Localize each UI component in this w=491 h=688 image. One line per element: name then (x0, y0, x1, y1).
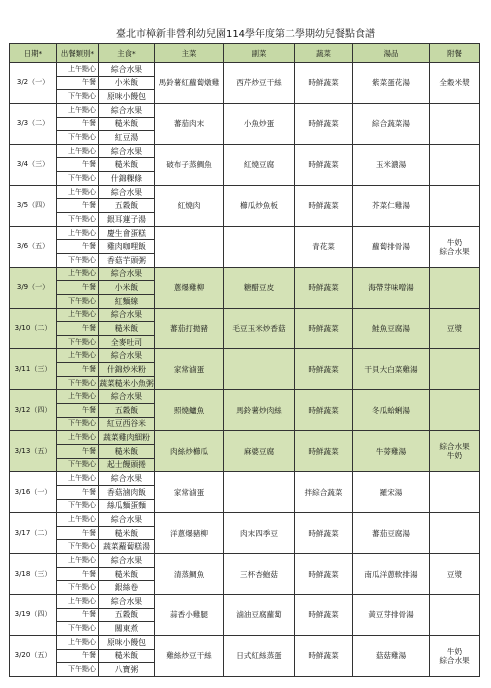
table-row (10, 185, 480, 199)
staple-cell: 糙米飯 (99, 444, 155, 458)
staple-cell: 綜合水果 (99, 103, 155, 117)
extra-cell (430, 513, 480, 554)
side-dish-cell: 三杯杏鮑菇 (224, 554, 295, 595)
vegetable-cell: 時鮮蔬菜 (295, 103, 353, 144)
staple-cell: 小米飯 (99, 76, 155, 90)
staple-cell: 銀耳蓮子湯 (99, 213, 155, 227)
side-dish-cell: 肉末四季豆 (224, 513, 295, 554)
side-dish-cell: 櫛瓜炒魚板 (224, 185, 295, 226)
extra-cell: 綜合水果 牛奶 (430, 431, 480, 472)
header-meal-type: 出餐類別* (57, 44, 99, 63)
meal-type-cell: 下午點心 (57, 90, 99, 104)
date-cell: 3/3（二） (10, 103, 57, 144)
date-cell: 3/10（二） (10, 308, 57, 349)
meal-type-cell: 上午點心 (57, 554, 99, 568)
vegetable-cell: 時鮮蔬菜 (295, 594, 353, 635)
date-cell: 3/19（四） (10, 594, 57, 635)
table-row (10, 349, 480, 363)
soup-cell: 玉米濃湯 (353, 144, 430, 185)
meal-type-cell: 下午點心 (57, 417, 99, 431)
meal-type-cell: 午餐 (57, 281, 99, 295)
staple-cell: 糙米飯 (99, 567, 155, 581)
staple-cell: 絲瓜麵蛋麵 (99, 499, 155, 513)
extra-cell: 豆漿 (430, 308, 480, 349)
menu-title: 臺北市樟新非營利幼兒園114學年度第二學期幼兒餐點食譜 (115, 29, 376, 40)
staple-cell: 銀絲卷 (99, 581, 155, 595)
soup-cell: 蕃茄豆腐湯 (353, 513, 430, 554)
soup-cell: 冬瓜蛤蜊湯 (353, 390, 430, 431)
meal-type-cell: 下午點心 (57, 294, 99, 308)
date-cell: 3/4（三） (10, 144, 57, 185)
table-row (10, 267, 480, 281)
staple-cell: 綜合水果 (99, 513, 155, 527)
date-cell: 3/12（四） (10, 390, 57, 431)
table-row (10, 144, 480, 158)
meal-type-cell: 下午點心 (57, 499, 99, 513)
date-cell: 3/20（五） (10, 635, 57, 676)
staple-cell: 五穀飯 (99, 404, 155, 418)
staple-cell: 關東煮 (99, 622, 155, 636)
main-dish-cell: 蔥爆雞柳 (155, 267, 224, 308)
main-dish-cell: 家常滷蛋 (155, 472, 224, 513)
main-dish-cell: 肉絲炒櫛瓜 (155, 431, 224, 472)
meal-type-cell: 下午點心 (57, 622, 99, 636)
staple-cell: 慶生會蛋糕 (99, 226, 155, 240)
main-dish-cell: 照燒鱸魚 (155, 390, 224, 431)
meal-type-cell: 上午點心 (57, 185, 99, 199)
meal-type-cell: 午餐 (57, 567, 99, 581)
extra-cell: 豆漿 (430, 554, 480, 595)
meal-type-cell: 下午點心 (57, 253, 99, 267)
table-row (10, 308, 480, 322)
soup-cell: 芥菜仁雞湯 (353, 185, 430, 226)
header-side-dish: 副菜 (224, 44, 295, 63)
meal-type-cell: 上午點心 (57, 635, 99, 649)
staple-cell: 糙米飯 (99, 158, 155, 172)
extra-cell (430, 267, 480, 308)
meal-type-cell: 午餐 (57, 608, 99, 622)
extra-cell: 牛奶 綜合水果 (430, 635, 480, 676)
soup-cell: 黃豆芽排骨湯 (353, 594, 430, 635)
staple-cell: 原味小饅包 (99, 90, 155, 104)
vegetable-cell: 時鮮蔬菜 (295, 431, 353, 472)
meal-type-cell: 午餐 (57, 76, 99, 90)
header-extra: 附餐 (430, 44, 480, 63)
staple-cell: 蔬菜糙米小魚粥 (99, 376, 155, 390)
header-date: 日期* (10, 44, 57, 63)
staple-cell: 紅豆西谷米 (99, 417, 155, 431)
table-row (10, 103, 480, 117)
staple-cell: 蔬菜蘿蔔糕湯 (99, 540, 155, 554)
staple-cell: 香菇滷肉飯 (99, 485, 155, 499)
staple-cell: 五穀飯 (99, 608, 155, 622)
staple-cell: 什錦炒米粉 (99, 363, 155, 377)
meal-type-cell: 上午點心 (57, 431, 99, 445)
date-cell: 3/13（五） (10, 431, 57, 472)
header-vegetable: 蔬菜 (295, 44, 353, 63)
vegetable-cell: 時鮮蔬菜 (295, 185, 353, 226)
extra-cell: 牛奶 綜合水果 (430, 226, 480, 267)
menu-table (9, 43, 480, 677)
meal-type-cell: 上午點心 (57, 226, 99, 240)
extra-cell (430, 349, 480, 390)
table-row (10, 554, 480, 568)
staple-cell: 綜合水果 (99, 390, 155, 404)
side-dish-cell (224, 226, 295, 267)
meal-type-cell: 午餐 (57, 158, 99, 172)
soup-cell: 干貝大白菜雞湯 (353, 349, 430, 390)
extra-cell (430, 472, 480, 513)
vegetable-cell: 時鮮蔬菜 (295, 554, 353, 595)
main-dish-cell: 清蒸鯛魚 (155, 554, 224, 595)
date-cell: 3/9（一） (10, 267, 57, 308)
soup-cell: 菇菇雞湯 (353, 635, 430, 676)
meal-type-cell: 下午點心 (57, 540, 99, 554)
main-dish-cell: 雞絲炒豆干絲 (155, 635, 224, 676)
staple-cell: 綜合水果 (99, 594, 155, 608)
staple-cell: 五穀飯 (99, 199, 155, 213)
soup-cell: 綜合蔬菜湯 (353, 103, 430, 144)
vegetable-cell: 拌綜合蔬菜 (295, 472, 353, 513)
table-row (10, 431, 480, 445)
meal-type-cell: 午餐 (57, 404, 99, 418)
meal-type-cell: 下午點心 (57, 376, 99, 390)
soup-cell: 海帶芽味噌湯 (353, 267, 430, 308)
header-soup: 湯品 (353, 44, 430, 63)
main-dish-cell: 家常滷蛋 (155, 349, 224, 390)
staple-cell: 綜合水果 (99, 308, 155, 322)
side-dish-cell (224, 349, 295, 390)
table-row (10, 635, 480, 649)
date-cell: 3/17（二） (10, 513, 57, 554)
staple-cell: 什錦粿條 (99, 172, 155, 186)
side-dish-cell: 毛豆玉米炒香菇 (224, 308, 295, 349)
meal-type-cell: 午餐 (57, 363, 99, 377)
side-dish-cell: 滷油豆腐蘿蔔 (224, 594, 295, 635)
meal-type-cell: 午餐 (57, 240, 99, 254)
side-dish-cell: 小魚炒蛋 (224, 103, 295, 144)
meal-type-cell: 上午點心 (57, 513, 99, 527)
meal-type-cell: 上午點心 (57, 390, 99, 404)
meal-type-cell: 下午點心 (57, 458, 99, 472)
staple-cell: 綜合水果 (99, 349, 155, 363)
meal-type-cell: 上午點心 (57, 594, 99, 608)
main-dish-cell: 蕃茄打拋豬 (155, 308, 224, 349)
header-staple: 主食* (99, 44, 155, 63)
staple-cell: 綜合水果 (99, 63, 155, 77)
vegetable-cell: 時鮮蔬菜 (295, 267, 353, 308)
staple-cell: 小米飯 (99, 281, 155, 295)
table-row (10, 472, 480, 486)
soup-cell: 牛蒡雞湯 (353, 431, 430, 472)
side-dish-cell: 馬鈴薯炒肉絲 (224, 390, 295, 431)
table-row (10, 226, 480, 240)
vegetable-cell: 時鮮蔬菜 (295, 513, 353, 554)
main-dish-cell: 蒜香小雞腿 (155, 594, 224, 635)
side-dish-cell: 麻婆豆腐 (224, 431, 295, 472)
main-dish-cell (155, 226, 224, 267)
main-dish-cell: 蕃茄肉末 (155, 103, 224, 144)
side-dish-cell: 紅燒豆腐 (224, 144, 295, 185)
date-cell: 3/11（三） (10, 349, 57, 390)
staple-cell: 綜合水果 (99, 472, 155, 486)
date-cell: 3/5（四） (10, 185, 57, 226)
soup-cell: 鮭魚豆腐湯 (353, 308, 430, 349)
staple-cell: 糙米飯 (99, 526, 155, 540)
staple-cell: 全麥吐司 (99, 335, 155, 349)
soup-cell: 羅宋湯 (353, 472, 430, 513)
meal-type-cell: 午餐 (57, 485, 99, 499)
vegetable-cell: 時鮮蔬菜 (295, 635, 353, 676)
extra-cell (430, 103, 480, 144)
staple-cell: 紅豆湯 (99, 131, 155, 145)
staple-cell: 香菇芋頭粥 (99, 253, 155, 267)
meal-type-cell: 上午點心 (57, 144, 99, 158)
staple-cell: 紅麵線 (99, 294, 155, 308)
header-row (10, 44, 480, 63)
main-dish-cell: 馬鈴薯紅蘿蔔燉雞 (155, 63, 224, 104)
side-dish-cell: 日式紅絲蒸蛋 (224, 635, 295, 676)
meal-type-cell: 上午點心 (57, 349, 99, 363)
table-row (10, 390, 480, 404)
extra-cell (430, 185, 480, 226)
extra-cell (430, 594, 480, 635)
meal-type-cell: 下午點心 (57, 213, 99, 227)
table-row (10, 513, 480, 527)
extra-cell (430, 144, 480, 185)
staple-cell: 雞肉咖哩飯 (99, 240, 155, 254)
vegetable-cell: 時鮮蔬菜 (295, 308, 353, 349)
meal-type-cell: 上午點心 (57, 472, 99, 486)
meal-type-cell: 下午點心 (57, 335, 99, 349)
meal-type-cell: 午餐 (57, 117, 99, 131)
meal-type-cell: 下午點心 (57, 131, 99, 145)
soup-cell: 紫菜蛋花湯 (353, 63, 430, 104)
meal-type-cell: 上午點心 (57, 103, 99, 117)
main-dish-cell: 破布子蒸鯛魚 (155, 144, 224, 185)
date-cell: 3/6（五） (10, 226, 57, 267)
meal-type-cell: 上午點心 (57, 63, 99, 77)
extra-cell (430, 390, 480, 431)
meal-type-cell: 上午點心 (57, 267, 99, 281)
main-dish-cell: 紅燒肉 (155, 185, 224, 226)
staple-cell: 綜合水果 (99, 185, 155, 199)
header-main-dish: 主菜 (155, 44, 224, 63)
staple-cell: 糙米飯 (99, 322, 155, 336)
meal-type-cell: 午餐 (57, 526, 99, 540)
meal-type-cell: 下午點心 (57, 172, 99, 186)
vegetable-cell: 時鮮蔬菜 (295, 390, 353, 431)
soup-cell: 南瓜洋蔥軟排湯 (353, 554, 430, 595)
date-cell: 3/16（一） (10, 472, 57, 513)
meal-type-cell: 午餐 (57, 322, 99, 336)
table-row (10, 63, 480, 77)
staple-cell: 起士饅頭捲 (99, 458, 155, 472)
main-dish-cell: 洋蔥爆豬柳 (155, 513, 224, 554)
staple-cell: 蔬菜雞肉細粉 (99, 431, 155, 445)
extra-cell: 全穀米漿 (430, 63, 480, 104)
staple-cell: 綜合水果 (99, 144, 155, 158)
staple-cell: 綜合水果 (99, 554, 155, 568)
date-cell: 3/2（一） (10, 63, 57, 104)
staple-cell: 糙米飯 (99, 649, 155, 663)
vegetable-cell: 時鮮蔬菜 (295, 63, 353, 104)
table-row (10, 594, 480, 608)
staple-cell: 八寶粥 (99, 663, 155, 677)
meal-type-cell: 午餐 (57, 199, 99, 213)
vegetable-cell: 時鮮蔬菜 (295, 144, 353, 185)
meal-type-cell: 上午點心 (57, 308, 99, 322)
date-cell: 3/18（三） (10, 554, 57, 595)
staple-cell: 糙米飯 (99, 117, 155, 131)
vegetable-cell: 時鮮蔬菜 (295, 349, 353, 390)
staple-cell: 原味小饅包 (99, 635, 155, 649)
staple-cell: 綜合水果 (99, 267, 155, 281)
side-dish-cell: 糖醋豆皮 (224, 267, 295, 308)
side-dish-cell (224, 472, 295, 513)
meal-type-cell: 下午點心 (57, 581, 99, 595)
soup-cell: 蘿蔔排骨湯 (353, 226, 430, 267)
side-dish-cell: 西芹炒豆干絲 (224, 63, 295, 104)
meal-type-cell: 午餐 (57, 649, 99, 663)
meal-type-cell: 午餐 (57, 444, 99, 458)
vegetable-cell: 青花菜 (295, 226, 353, 267)
meal-type-cell: 下午點心 (57, 663, 99, 677)
